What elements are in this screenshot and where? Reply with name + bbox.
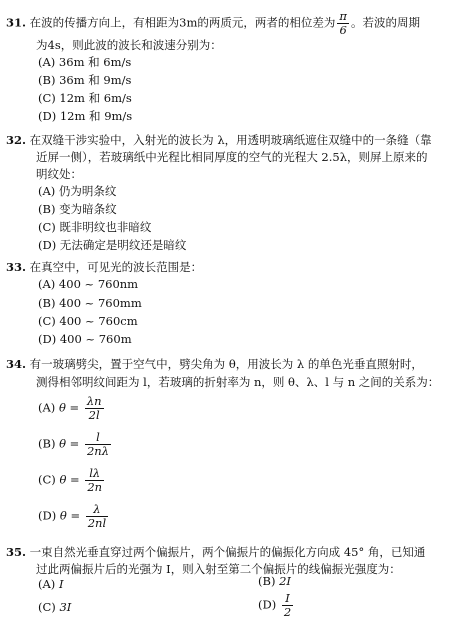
option-c[interactable]: (C) 既非明纹也非暗纹 [38, 220, 152, 234]
question-32-line-3: 明纹处： [36, 167, 82, 181]
question-32-line-2: 近屏一侧），若玻璃纸中光程比相同厚度的空气的光程大 2.5λ，则屏上原来的 [36, 150, 428, 164]
option-lhs: θ = [58, 400, 80, 415]
option-c[interactable]: (C) 400 ~ 760cm [38, 314, 138, 328]
question-number: 32. [6, 133, 27, 147]
option-lhs: θ = [59, 436, 80, 451]
question-number: 35. [6, 545, 27, 559]
question-34-line-2: 测得相邻明纹间距为 l，若玻璃的折射率为 n，则 θ、λ、l 与 n 之间的关系为： [36, 375, 440, 389]
option-fraction [85, 431, 111, 458]
fraction-numerator: λ [86, 503, 108, 517]
option-lhs: θ = [59, 508, 81, 523]
question-35-line-1 [6, 545, 425, 559]
option-label: (D) [258, 597, 277, 612]
question-34-line-1 [6, 357, 423, 371]
phase-fraction [337, 10, 349, 37]
option-b[interactable]: (B) 36m 和 9m/s [38, 73, 132, 87]
option-c[interactable] [38, 467, 106, 494]
option-d[interactable]: (D) 无法确定是明纹还是暗纹 [38, 238, 187, 252]
question-number: 34. [6, 357, 27, 371]
question-text: 在真空中，可见光的波长范围是： [29, 260, 203, 274]
option-fraction [85, 395, 104, 422]
option-d[interactable] [38, 503, 110, 530]
option-b[interactable] [258, 574, 291, 588]
option-d[interactable]: (D) 12m 和 9m/s [38, 109, 133, 123]
question-31-line-2: 为4s，则此波的波长和波速分别为： [36, 38, 222, 52]
option-a[interactable] [38, 395, 106, 422]
option-a[interactable]: (A) 仍为明条纹 [38, 184, 117, 198]
option-value: 2I [279, 574, 291, 588]
option-label: (C) [38, 600, 56, 614]
option-b[interactable]: (B) 变为暗条纹 [38, 202, 117, 216]
option-c[interactable]: (C) 12m 和 6m/s [38, 91, 132, 105]
option-fraction [85, 467, 104, 494]
question-35-line-2: 过此两偏振片后的光强为 I，则入射至第二个偏振片的线偏振光强度为： [36, 562, 401, 576]
option-b[interactable] [38, 431, 113, 458]
option-label: (B) [38, 436, 56, 451]
option-value: I [58, 577, 64, 591]
option-label: (A) [38, 400, 56, 415]
question-text: 一束自然光垂直穿过两个偏振片，两个偏振片的偏振化方向成 45° 角，已知通 [29, 545, 426, 559]
question-31-line-1 [6, 10, 420, 37]
question-text: 在波的传播方向上，有相距为3m的两质元，两者的相位差为 [29, 15, 336, 30]
fraction-denominator: 6 [339, 23, 347, 37]
question-32-line-1 [6, 133, 432, 147]
option-a[interactable] [38, 577, 63, 591]
fraction-numerator: lλ [85, 467, 104, 481]
fraction-denominator: 2n [87, 480, 103, 494]
fraction-denominator: 2nλ [86, 444, 109, 458]
fraction-numerator: I [282, 592, 293, 606]
option-b[interactable]: (B) 400 ~ 760mm [38, 296, 142, 310]
option-value: 3I [59, 600, 72, 614]
option-label: (B) [258, 574, 276, 588]
fraction-denominator: 2l [88, 408, 100, 422]
question-number: 31. [6, 15, 27, 30]
option-d[interactable] [258, 592, 295, 619]
option-c[interactable] [38, 600, 71, 614]
option-fraction [282, 592, 293, 619]
option-a[interactable]: (A) 36m 和 6m/s [38, 55, 132, 69]
option-lhs: θ = [59, 472, 80, 487]
question-text: 在双缝干涉实验中，入射光的波长为 λ，用透明玻璃纸遮住双缝中的一条缝（靠 [29, 133, 432, 147]
option-fraction [86, 503, 108, 530]
fraction-denominator: 2 [283, 605, 292, 619]
option-a[interactable]: (A) 400 ~ 760nm [38, 277, 139, 291]
question-text: 有一玻璃劈尖，置于空气中，劈尖角为 θ，用波长为 λ 的单色光垂直照射时， [29, 357, 423, 371]
fraction-numerator: π [339, 9, 347, 23]
option-label: (D) [38, 508, 57, 523]
question-number: 33. [6, 260, 27, 274]
option-label: (C) [38, 472, 56, 487]
question-text: 。若波的周期 [350, 15, 420, 30]
option-d[interactable]: (D) 400 ~ 760m [38, 332, 132, 346]
fraction-denominator: 2nl [87, 516, 107, 530]
fraction-numerator: l [85, 431, 111, 445]
option-label: (A) [38, 577, 56, 591]
question-33-line-1 [6, 260, 202, 274]
fraction-numerator: λn [86, 394, 102, 408]
